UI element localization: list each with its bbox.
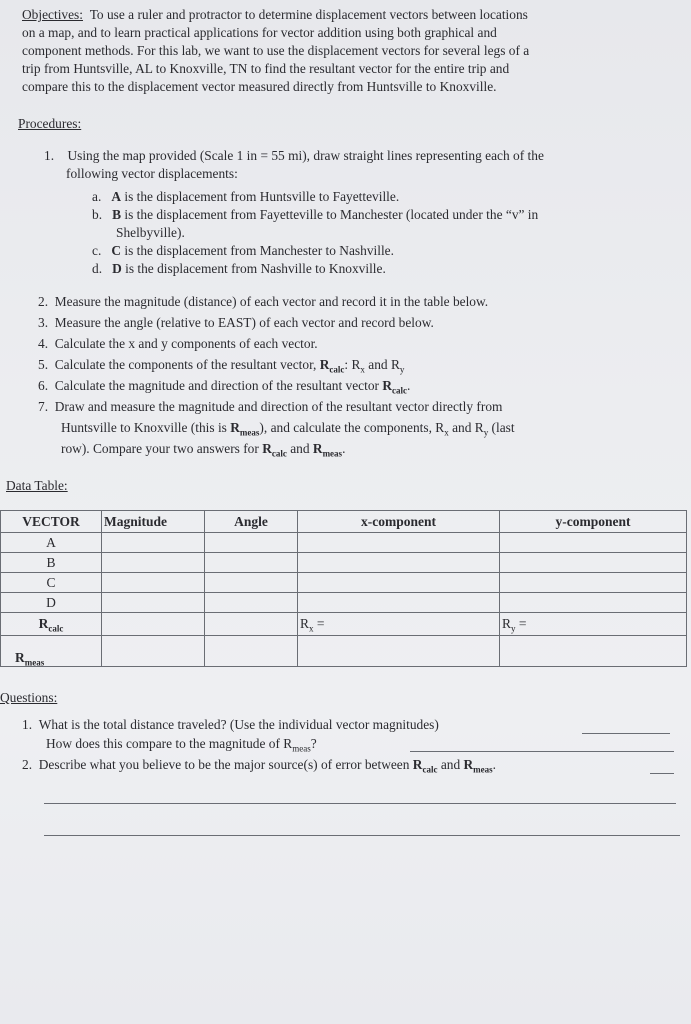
question-1	[22, 715, 682, 753]
sub-text-cont: Shelbyville).	[116, 225, 185, 240]
procedure-step-6	[38, 375, 678, 396]
vector-symbol: C	[111, 243, 122, 258]
step-7-line-3	[38, 438, 678, 459]
rx-cell[interactable]	[298, 613, 500, 636]
x-subscript: x	[444, 427, 449, 438]
ry-cell[interactable]	[500, 613, 687, 636]
x-subscript: x	[360, 364, 365, 375]
objectives-text-1: To use a ruler and protractor to determine displacement vectors between locations	[89, 7, 528, 22]
answer-line-q2[interactable]	[650, 773, 674, 774]
objectives-section	[22, 6, 682, 96]
procedure-step-7	[38, 396, 678, 417]
sub-item-c	[92, 242, 662, 260]
question-text: How does this compare to the magnitude of R	[46, 736, 293, 751]
r-symbol: R	[38, 616, 49, 631]
question-number: 2.	[22, 757, 33, 772]
equals: =	[313, 616, 325, 631]
step-text: Calculate the magnitude and direction of the resultant vector	[54, 378, 383, 393]
angle-cell[interactable]	[205, 593, 298, 613]
r-symbol: R	[312, 441, 323, 456]
rx-label: R	[300, 616, 310, 631]
objectives-line-1	[22, 6, 682, 24]
calc-subscript: calc	[271, 448, 287, 459]
row-label-c: C	[1, 573, 102, 593]
header-y-component: y-component	[500, 511, 687, 533]
r-symbol: R	[262, 441, 272, 456]
step-text: and R	[448, 420, 484, 435]
row-label-a: A	[1, 533, 102, 553]
angle-cell[interactable]	[205, 533, 298, 553]
meas-subscript: meas	[292, 743, 311, 754]
table-header-row	[1, 511, 687, 533]
procedure-step-4	[38, 333, 678, 354]
answer-line-q2-3[interactable]	[44, 835, 680, 836]
header-angle: Angle	[205, 511, 298, 533]
meas-subscript: meas	[473, 764, 493, 775]
data-table-label: Data Table:	[6, 478, 68, 493]
sub-text: is the displacement from Fayetteville to Manchester (located under the “v” in	[121, 207, 539, 222]
step-1-sublist	[92, 188, 662, 278]
magnitude-cell[interactable]	[102, 573, 205, 593]
meas-subscript: meas	[239, 427, 260, 438]
step-1-text-cont: following vector displacements:	[66, 166, 238, 181]
and-text: and	[437, 757, 464, 772]
r-symbol: R	[463, 757, 474, 772]
step-text: Measure the angle (relative to EAST) of each vector and record below.	[54, 315, 434, 330]
step-1-text: Using the map provided (Scale 1 in = 55 mi), draw straight lines representing each of the	[67, 148, 544, 163]
calc-subscript: calc	[48, 623, 64, 634]
procedures-label: Procedures:	[18, 116, 82, 131]
r-symbol: R	[412, 757, 423, 772]
and-text: and	[364, 357, 391, 372]
calc-subscript: calc	[329, 364, 345, 375]
meas-subscript: meas	[322, 448, 343, 459]
row-label-rmeas	[1, 636, 102, 667]
procedure-step-3	[38, 312, 678, 333]
objectives-line-5: compare this to the displacement vector measured directly from Huntsville to Knoxville.	[22, 79, 497, 94]
step-text: Calculate the components of the resultant vector,	[54, 357, 320, 372]
angle-cell[interactable]	[205, 573, 298, 593]
step-number: 2.	[38, 294, 49, 309]
vector-symbol: B	[112, 207, 122, 222]
y-component-cell[interactable]	[500, 533, 687, 553]
step-text: and	[286, 441, 313, 456]
sub-text: is the displacement from Huntsville to Fayetteville.	[121, 189, 400, 204]
sub-letter: b.	[92, 207, 103, 222]
calc-subscript: calc	[392, 385, 408, 396]
sub-letter: a.	[92, 189, 102, 204]
x-subscript: x	[309, 623, 314, 634]
angle-cell[interactable]	[205, 553, 298, 573]
table-row	[1, 573, 687, 593]
y-subscript: y	[483, 427, 489, 438]
x-component-cell[interactable]	[298, 636, 500, 667]
period: .	[492, 757, 497, 772]
r-symbol: R	[319, 357, 330, 372]
sub-letter: c.	[92, 243, 102, 258]
row-label-d: D	[1, 593, 102, 613]
answer-line-q1-compare[interactable]	[410, 751, 674, 752]
step-text: (last	[488, 420, 515, 435]
y-component-cell[interactable]	[500, 593, 687, 613]
question-text: What is the total distance traveled? (Use the individual vector magnitudes)	[38, 717, 439, 732]
procedure-step-5: 5. Calculate the components of the resultant vector, $R_{calc}$: $R_x$ and $R_y$	[38, 357, 405, 375]
sub-item-d	[92, 260, 662, 278]
angle-cell[interactable]	[205, 636, 298, 667]
angle-cell[interactable]	[205, 613, 298, 636]
step-number: 1.	[44, 148, 55, 163]
magnitude-cell[interactable]	[102, 613, 205, 636]
step-text: row). Compare your two answers for	[61, 441, 263, 456]
header-x-component: x-component	[298, 511, 500, 533]
sub-letter: d.	[92, 261, 103, 276]
magnitude-cell[interactable]	[102, 533, 205, 553]
objectives-line-3: component methods. For this lab, we want to use the displacement vectors for several legs of a	[22, 43, 530, 58]
r-symbol: R	[15, 650, 25, 665]
step-text: Measure the magnitude (distance) of each vector and record it in the table below.	[54, 294, 489, 309]
question-mark: ?	[310, 736, 317, 751]
data-table	[0, 510, 687, 667]
y-component-cell[interactable]	[500, 636, 687, 667]
sub-text: is the displacement from Nashville to Knoxville.	[121, 261, 386, 276]
calc-subscript: calc	[422, 764, 438, 775]
table-row-rmeas	[1, 636, 687, 667]
r-symbol: R	[230, 420, 240, 435]
step-7-line-2	[38, 417, 678, 438]
x-component-cell[interactable]	[298, 573, 500, 593]
step-text: Calculate the x and y components of each vector.	[54, 336, 318, 351]
step-number: 4.	[38, 336, 49, 351]
r-symbol: R	[382, 378, 393, 393]
procedure-step-1	[44, 147, 664, 183]
procedure-steps-2-7	[38, 291, 678, 459]
meas-subscript: meas	[24, 657, 45, 668]
question-number: 1.	[22, 717, 33, 732]
magnitude-cell[interactable]	[102, 636, 205, 667]
vector-symbol: D	[112, 261, 122, 276]
equals: =	[515, 616, 527, 631]
header-magnitude: Magnitude	[102, 511, 205, 533]
step-number: 5.	[38, 357, 49, 372]
objectives-line-2: on a map, and to learn practical applications for vector addition using both graphical and	[22, 25, 497, 40]
x-component-cell[interactable]	[298, 593, 500, 613]
objectives-line-4: trip from Huntsville, AL to Knoxville, TN to find the resultant vector for the entire trip and	[22, 61, 510, 76]
table-row	[1, 593, 687, 613]
x-component-cell[interactable]	[298, 533, 500, 553]
period: .	[407, 378, 411, 393]
step-number: 7.	[38, 399, 49, 414]
y-subscript: y	[511, 623, 516, 634]
table-row	[1, 553, 687, 573]
colon: :	[344, 357, 352, 372]
step-number: 3.	[38, 315, 49, 330]
sub-text: is the displacement from Manchester to Nashville.	[121, 243, 394, 258]
header-vector: VECTOR	[1, 511, 102, 533]
vector-symbol: A	[111, 189, 122, 204]
question-2	[22, 756, 682, 774]
y-component-cell[interactable]	[500, 573, 687, 593]
step-text: Huntsville to Knoxville (this is	[61, 420, 231, 435]
ry-label: R	[502, 616, 512, 631]
y-component-cell[interactable]	[500, 553, 687, 573]
questions-label: Questions:	[0, 690, 58, 705]
table-row	[1, 533, 687, 553]
procedure-step-2	[38, 291, 678, 312]
sub-item-b	[92, 206, 662, 224]
period: .	[342, 441, 346, 456]
table-row-rcalc	[1, 613, 687, 636]
answer-line-q1[interactable]	[582, 733, 670, 734]
x-component-cell[interactable]	[298, 553, 500, 573]
row-label-b: B	[1, 553, 102, 573]
magnitude-cell[interactable]	[102, 553, 205, 573]
step-number: 6.	[38, 378, 49, 393]
answer-line-q2-2[interactable]	[44, 803, 676, 804]
step-text: Draw and measure the magnitude and direction of the resultant vector directly from	[54, 399, 503, 414]
y-subscript: y	[399, 364, 405, 375]
objectives-label: Objectives:	[22, 7, 83, 22]
magnitude-cell[interactable]	[102, 593, 205, 613]
row-label-rcalc	[1, 613, 102, 636]
step-text: ), and calculate the components, R	[259, 420, 445, 435]
sub-item-a	[92, 188, 662, 206]
question-text: Describe what you believe to be the major source(s) of error between	[38, 757, 413, 772]
